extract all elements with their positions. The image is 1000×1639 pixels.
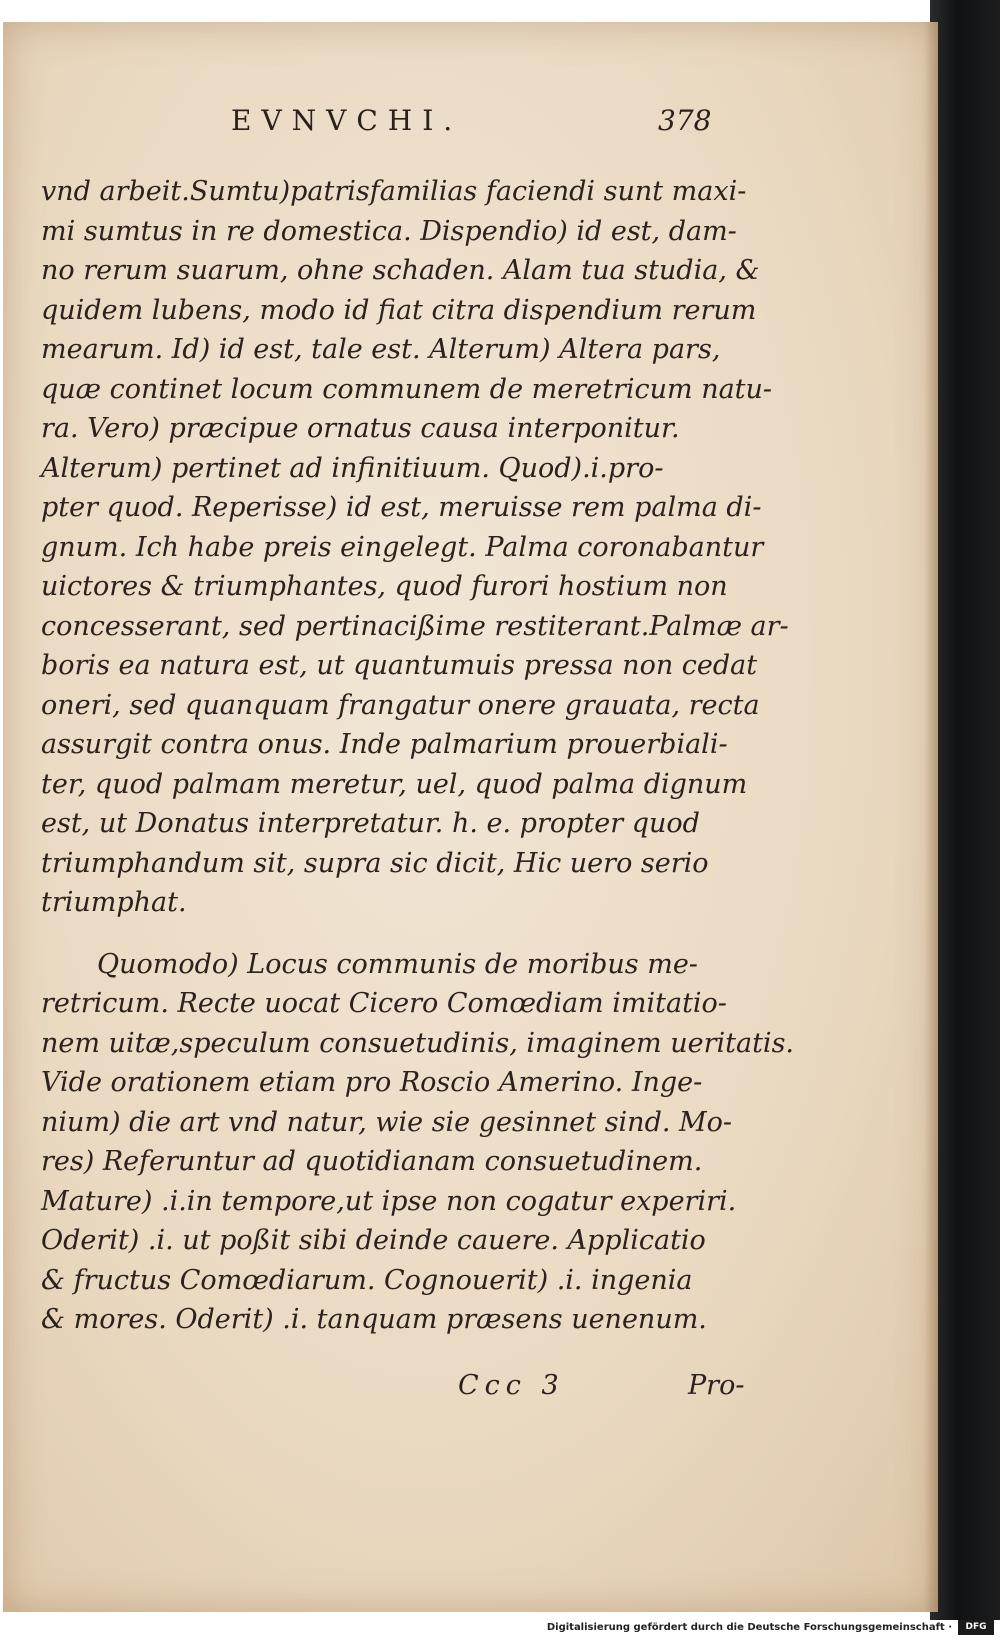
text-line: ra. Vero) præcipue ornatus causa interponitur. xyxy=(41,413,680,444)
text-line: nem uitæ,speculum consuetudinis, imaginem ueritatis. xyxy=(41,1027,795,1059)
funding-credit: Digitalisierung gefördert durch die Deutsche Forschungsgemeinschaft · xyxy=(546,1622,952,1633)
text-line: oneri, sed quanquam frangatur onere grauata, recta xyxy=(41,689,760,721)
text-line: concesserant, sed pertinacißime restiterant.Palmæ ar- xyxy=(41,610,789,642)
book-page xyxy=(3,22,938,1612)
text-line: pter quod. Reperisse) id est, meruisse rem palma di- xyxy=(41,492,762,523)
paragraph-gap xyxy=(41,923,731,945)
running-head: EVNVCHI. xyxy=(231,104,463,137)
text-line: assurgit contra onus. Inde palmarium prouerbiali- xyxy=(41,729,728,760)
page-shadow xyxy=(924,22,938,1612)
text-line: nium) die art vnd natur, wie sie gesinnet sind. Mo- xyxy=(41,1106,733,1138)
text-line: uictores & triumphantes, quod furori hostium non xyxy=(41,571,728,602)
text-line: quæ continet locum communem de meretricum natu- xyxy=(41,373,773,405)
text-line: Mature) .i.in tempore,ut ipse non cogatur experiri. xyxy=(41,1185,737,1217)
text-line: ter, quod palmam meretur, uel, quod palma dignum xyxy=(41,768,748,800)
text-line: Quomodo) Locus communis de moribus me- xyxy=(97,948,698,980)
page-header xyxy=(3,104,938,148)
body-text xyxy=(41,172,795,1340)
paragraph-2 xyxy=(41,945,795,1340)
text-line: gnum. Ich habe preis eingelegt. Palma coronabantur xyxy=(41,531,764,563)
text-line: Alterum) pertinet ad infinitiuum. Quod).i.pro- xyxy=(41,452,664,484)
text-line: & mores. Oderit) .i. tanquam præsens uenenum. xyxy=(41,1304,707,1335)
text-line: mi sumtus in re domestica. Dispendio) id est, dam- xyxy=(41,215,737,247)
text-line: no rerum suarum, ohne schaden. Alam tua studia, & xyxy=(41,255,760,286)
text-line: vnd arbeit.Sumtu)patrisfamilias faciendi sunt maxi- xyxy=(41,176,747,207)
text-line: Oderit) .i. ut poßit sibi deinde cauere. Applicatio xyxy=(41,1225,706,1256)
signature-mark: Ccc 3 xyxy=(458,1370,565,1401)
text-line: est, ut Donatus interpretatur. h. e. propter quod xyxy=(41,808,700,839)
text-line: boris ea natura est, ut quantumuis pressa non cedat xyxy=(41,650,758,681)
book-edge xyxy=(930,0,1000,1620)
text-line: triumphat. xyxy=(41,887,187,918)
text-line: res) Referuntur ad quotidianam consuetudinem. xyxy=(41,1146,703,1177)
text-line: mearum. Id) id est, tale est. Alterum) Altera pars, xyxy=(41,334,721,365)
text-line: & fructus Comœdiarum. Cognouerit) .i. ingenia xyxy=(41,1264,693,1296)
text-line: retricum. Recte uocat Cicero Comœdiam imitatio- xyxy=(41,988,727,1019)
text-line: triumphandum sit, supra sic dicit, Hic uero serio xyxy=(41,847,709,879)
text-line: quidem lubens, modo id fiat citra dispendium rerum xyxy=(41,294,757,326)
text-line: Vide orationem etiam pro Roscio Amerino. Inge- xyxy=(41,1067,703,1098)
catchword: Pro- xyxy=(688,1370,745,1401)
dfg-logo: DFG xyxy=(958,1620,994,1635)
page-number: 378 xyxy=(658,104,712,137)
paragraph-1 xyxy=(41,172,789,923)
